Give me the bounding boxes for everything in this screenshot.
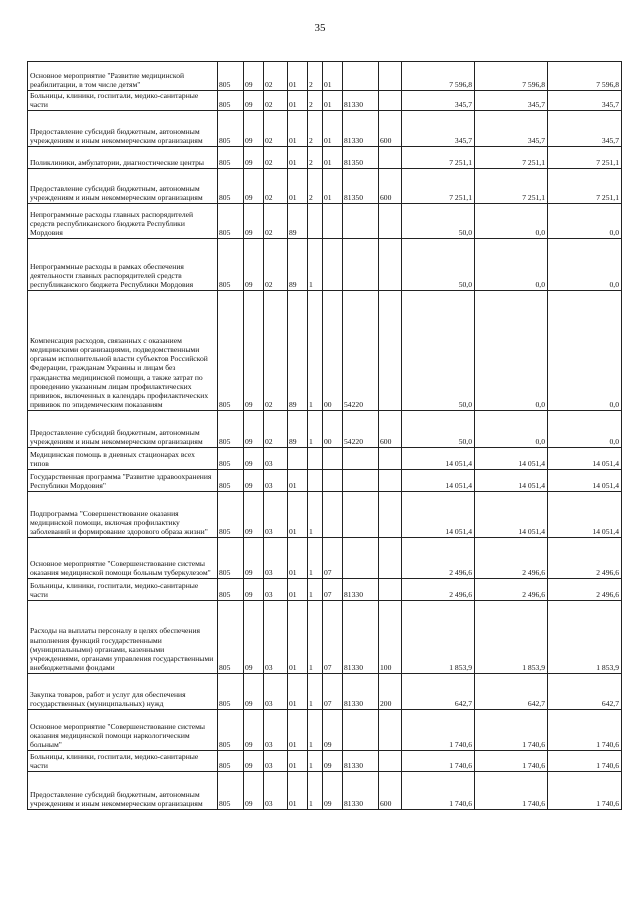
expense-type-code: 600: [379, 169, 402, 204]
ministry-code: 805: [218, 470, 244, 492]
table-row: [28, 751, 622, 772]
amount-year-1: 1 740,6: [402, 772, 475, 810]
direction-code: [343, 204, 379, 239]
subsection-code: 02: [264, 111, 288, 147]
table-row: [28, 91, 622, 111]
item-name: Закупка товаров, работ и услуг для обеспечения государственных (муниципальных) нужд: [28, 674, 218, 710]
subsection-code: 02: [264, 411, 288, 448]
amount-year-3: 2 496,6: [548, 579, 622, 601]
amount-year-3: 2 496,6: [548, 538, 622, 579]
amount-year-2: 2 496,6: [475, 538, 548, 579]
section-code: 09: [244, 674, 264, 710]
amount-year-1: 14 051,4: [402, 492, 475, 538]
subsection-code: 03: [264, 674, 288, 710]
item-name: Основное мероприятие "Совершенствование системы оказания медицинской помощи больным туберкулезом": [28, 538, 218, 579]
event-code: 01: [323, 62, 343, 91]
subprogram-code: 2: [308, 111, 323, 147]
ministry-code: 805: [218, 448, 244, 470]
event-code: 00: [323, 291, 343, 411]
amount-year-1: 1 740,6: [402, 710, 475, 751]
direction-code: 54220: [343, 291, 379, 411]
subsection-code: 03: [264, 492, 288, 538]
expense-type-code: 600: [379, 772, 402, 810]
item-name: Предоставление субсидий бюджетным, автономным учреждениям и иным некоммерческим организациям: [28, 169, 218, 204]
amount-year-3: 1 740,6: [548, 772, 622, 810]
amount-year-2: 0,0: [475, 239, 548, 291]
amount-year-2: 0,0: [475, 204, 548, 239]
event-code: 09: [323, 710, 343, 751]
direction-code: [343, 62, 379, 91]
event-code: 07: [323, 601, 343, 674]
event-code: 01: [323, 91, 343, 111]
amount-year-2: 1 740,6: [475, 772, 548, 810]
item-name: Предоставление субсидий бюджетным, автономным учреждениям и иным некоммерческим организациям: [28, 111, 218, 147]
program-code: 01: [288, 538, 308, 579]
expense-type-code: [379, 710, 402, 751]
ministry-code: 805: [218, 239, 244, 291]
expense-type-code: [379, 62, 402, 91]
section-code: 09: [244, 411, 264, 448]
program-code: 01: [288, 710, 308, 751]
amount-year-2: 14 051,4: [475, 470, 548, 492]
amount-year-1: 50,0: [402, 411, 475, 448]
subprogram-code: 1: [308, 601, 323, 674]
subsection-code: 03: [264, 538, 288, 579]
subsection-code: 02: [264, 291, 288, 411]
amount-year-2: 1 853,9: [475, 601, 548, 674]
ministry-code: 805: [218, 111, 244, 147]
event-code: 00: [323, 411, 343, 448]
amount-year-2: 345,7: [475, 91, 548, 111]
direction-code: 81330: [343, 772, 379, 810]
expense-type-code: [379, 204, 402, 239]
program-code: 01: [288, 147, 308, 169]
program-code: 01: [288, 601, 308, 674]
subprogram-code: 1: [308, 492, 323, 538]
program-code: 89: [288, 239, 308, 291]
expense-type-code: [379, 448, 402, 470]
subsection-code: 03: [264, 772, 288, 810]
subsection-code: 02: [264, 239, 288, 291]
ministry-code: 805: [218, 62, 244, 91]
amount-year-1: 14 051,4: [402, 448, 475, 470]
subprogram-code: 2: [308, 169, 323, 204]
amount-year-1: 50,0: [402, 291, 475, 411]
subsection-code: 02: [264, 91, 288, 111]
section-code: 09: [244, 601, 264, 674]
amount-year-1: 7 596,8: [402, 62, 475, 91]
ministry-code: 805: [218, 492, 244, 538]
amount-year-3: 1 740,6: [548, 751, 622, 772]
program-code: 01: [288, 772, 308, 810]
program-code: 89: [288, 204, 308, 239]
event-code: [323, 204, 343, 239]
item-name: Больницы, клиники, госпитали, медико-санитарные части: [28, 91, 218, 111]
expense-type-code: 100: [379, 601, 402, 674]
subprogram-code: 1: [308, 674, 323, 710]
section-code: 09: [244, 579, 264, 601]
direction-code: 81350: [343, 147, 379, 169]
amount-year-1: 7 251,1: [402, 147, 475, 169]
amount-year-3: 0,0: [548, 291, 622, 411]
direction-code: 81350: [343, 169, 379, 204]
amount-year-1: 2 496,6: [402, 579, 475, 601]
program-code: 01: [288, 111, 308, 147]
event-code: [323, 239, 343, 291]
amount-year-1: 345,7: [402, 111, 475, 147]
amount-year-2: 1 740,6: [475, 710, 548, 751]
amount-year-2: 7 596,8: [475, 62, 548, 91]
amount-year-1: 7 251,1: [402, 169, 475, 204]
section-code: 09: [244, 111, 264, 147]
subprogram-code: 2: [308, 91, 323, 111]
amount-year-3: 642,7: [548, 674, 622, 710]
table-row: [28, 492, 622, 538]
section-code: 09: [244, 772, 264, 810]
program-code: 01: [288, 169, 308, 204]
subsection-code: 03: [264, 601, 288, 674]
event-code: 01: [323, 169, 343, 204]
event-code: 09: [323, 772, 343, 810]
item-name: Расходы на выплаты персоналу в целях обеспечения выполнения функций государственными (муниципальными) органами, казенными учреждениями, органами управления государственными внебюджетными фондами: [28, 601, 218, 674]
subprogram-code: [308, 470, 323, 492]
amount-year-1: 642,7: [402, 674, 475, 710]
subprogram-code: 1: [308, 411, 323, 448]
section-code: 09: [244, 470, 264, 492]
table-row: [28, 111, 622, 147]
ministry-code: 805: [218, 204, 244, 239]
direction-code: 81330: [343, 111, 379, 147]
expense-type-code: [379, 538, 402, 579]
program-code: 89: [288, 291, 308, 411]
subprogram-code: 1: [308, 710, 323, 751]
subprogram-code: 2: [308, 62, 323, 91]
subprogram-code: 2: [308, 147, 323, 169]
section-code: 09: [244, 492, 264, 538]
subprogram-code: [308, 448, 323, 470]
subsection-code: 03: [264, 751, 288, 772]
ministry-code: 805: [218, 772, 244, 810]
amount-year-3: 7 251,1: [548, 169, 622, 204]
table-row: [28, 239, 622, 291]
section-code: 09: [244, 91, 264, 111]
program-code: 89: [288, 411, 308, 448]
event-code: [323, 470, 343, 492]
subsection-code: 02: [264, 147, 288, 169]
expense-type-code: [379, 751, 402, 772]
event-code: 07: [323, 579, 343, 601]
ministry-code: 805: [218, 147, 244, 169]
section-code: 09: [244, 204, 264, 239]
table-row: [28, 538, 622, 579]
section-code: 09: [244, 147, 264, 169]
direction-code: [343, 710, 379, 751]
table-row: [28, 601, 622, 674]
direction-code: [343, 239, 379, 291]
amount-year-1: 14 051,4: [402, 470, 475, 492]
item-name: Больницы, клиники, госпитали, медико-санитарные части: [28, 579, 218, 601]
expense-type-code: 600: [379, 411, 402, 448]
event-code: 01: [323, 111, 343, 147]
ministry-code: 805: [218, 710, 244, 751]
amount-year-3: 14 051,4: [548, 448, 622, 470]
section-code: 09: [244, 710, 264, 751]
direction-code: 81330: [343, 579, 379, 601]
item-name: Предоставление субсидий бюджетным, автономным учреждениям и иным некоммерческим организациям: [28, 772, 218, 810]
direction-code: 81330: [343, 674, 379, 710]
direction-code: [343, 448, 379, 470]
table-row: [28, 772, 622, 810]
amount-year-3: 1 740,6: [548, 710, 622, 751]
amount-year-3: 0,0: [548, 204, 622, 239]
amount-year-2: 0,0: [475, 411, 548, 448]
direction-code: 54220: [343, 411, 379, 448]
amount-year-2: 14 051,4: [475, 448, 548, 470]
subsection-code: 03: [264, 579, 288, 601]
program-code: 01: [288, 470, 308, 492]
amount-year-2: 642,7: [475, 674, 548, 710]
direction-code: 81330: [343, 91, 379, 111]
amount-year-3: 14 051,4: [548, 492, 622, 538]
program-code: 01: [288, 492, 308, 538]
table-row: [28, 710, 622, 751]
program-code: 01: [288, 62, 308, 91]
subsection-code: 02: [264, 62, 288, 91]
ministry-code: 805: [218, 169, 244, 204]
amount-year-1: 1 853,9: [402, 601, 475, 674]
table-row: [28, 204, 622, 239]
item-name: Непрограммные расходы в рамках обеспечения деятельности главных распорядителей средств республиканского бюджета Республики Мордовия: [28, 239, 218, 291]
subprogram-code: [308, 204, 323, 239]
item-name: Предоставление субсидий бюджетным, автономным учреждениям и иным некоммерческим организациям: [28, 411, 218, 448]
subsection-code: 03: [264, 470, 288, 492]
amount-year-1: 50,0: [402, 239, 475, 291]
event-code: [323, 492, 343, 538]
table-row: [28, 448, 622, 470]
direction-code: 81330: [343, 751, 379, 772]
amount-year-1: 1 740,6: [402, 751, 475, 772]
amount-year-2: 7 251,1: [475, 147, 548, 169]
item-name: Основное мероприятие "Совершенствование системы оказания медицинской помощи наркологическим больным": [28, 710, 218, 751]
event-code: 07: [323, 538, 343, 579]
subprogram-code: 1: [308, 772, 323, 810]
amount-year-2: 14 051,4: [475, 492, 548, 538]
amount-year-1: 50,0: [402, 204, 475, 239]
amount-year-3: 1 853,9: [548, 601, 622, 674]
event-code: 07: [323, 674, 343, 710]
expense-type-code: [379, 147, 402, 169]
table-row: [28, 674, 622, 710]
item-name: Государственная программа "Развитие здравоохранения Республики Мордовия": [28, 470, 218, 492]
ministry-code: 805: [218, 291, 244, 411]
program-code: 01: [288, 674, 308, 710]
expense-type-code: 200: [379, 674, 402, 710]
expense-type-code: [379, 470, 402, 492]
expense-type-code: [379, 492, 402, 538]
section-code: 09: [244, 291, 264, 411]
subsection-code: 02: [264, 169, 288, 204]
direction-code: [343, 538, 379, 579]
section-code: 09: [244, 538, 264, 579]
item-name: Медицинская помощь в дневных стационарах всех типов: [28, 448, 218, 470]
amount-year-3: 14 051,4: [548, 470, 622, 492]
item-name: Больницы, клиники, госпитали, медико-санитарные части: [28, 751, 218, 772]
section-code: 09: [244, 751, 264, 772]
item-name: Непрограммные расходы главных распорядителей средств республиканского бюджета Республики Мордовия: [28, 204, 218, 239]
direction-code: [343, 492, 379, 538]
item-name: Компенсация расходов, связанных с оказанием медицинскими организациями, подведомственными органам исполнительной власти субъектов Российской Федерации, гражданам Украины и лицам без гражданства медицинской помощи, а также затрат по проведению указанным лицам профилактических прививок, включенных в календарь профилактических прививок по эпидемическим показаниям: [28, 291, 218, 411]
table-row: [28, 169, 622, 204]
expense-type-code: [379, 239, 402, 291]
event-code: 09: [323, 751, 343, 772]
amount-year-2: 2 496,6: [475, 579, 548, 601]
direction-code: [343, 470, 379, 492]
item-name: Подпрограмма "Совершенствование оказания медицинской помощи, включая профилактику заболеваний и формирование здорового образа жизни": [28, 492, 218, 538]
amount-year-3: 345,7: [548, 111, 622, 147]
ministry-code: 805: [218, 674, 244, 710]
amount-year-3: 7 596,8: [548, 62, 622, 91]
section-code: 09: [244, 239, 264, 291]
event-code: [323, 448, 343, 470]
subprogram-code: 1: [308, 751, 323, 772]
ministry-code: 805: [218, 538, 244, 579]
amount-year-3: 0,0: [548, 411, 622, 448]
section-code: 09: [244, 169, 264, 204]
expense-type-code: 600: [379, 111, 402, 147]
section-code: 09: [244, 448, 264, 470]
amount-year-1: 345,7: [402, 91, 475, 111]
direction-code: 81330: [343, 601, 379, 674]
expense-type-code: [379, 91, 402, 111]
program-code: 01: [288, 579, 308, 601]
table-row: [28, 411, 622, 448]
subprogram-code: 1: [308, 291, 323, 411]
budget-table: [27, 61, 622, 810]
amount-year-2: 0,0: [475, 291, 548, 411]
subsection-code: 03: [264, 448, 288, 470]
program-code: 01: [288, 751, 308, 772]
table-row: [28, 147, 622, 169]
item-name: Основное мероприятие "Развитие медицинской реабилитации, в том числе детям": [28, 62, 218, 91]
program-code: [288, 448, 308, 470]
subprogram-code: 1: [308, 538, 323, 579]
amount-year-3: 7 251,1: [548, 147, 622, 169]
amount-year-2: 7 251,1: [475, 169, 548, 204]
expense-type-code: [379, 291, 402, 411]
event-code: 01: [323, 147, 343, 169]
table-row: [28, 470, 622, 492]
subsection-code: 02: [264, 204, 288, 239]
amount-year-1: 2 496,6: [402, 538, 475, 579]
ministry-code: 805: [218, 601, 244, 674]
ministry-code: 805: [218, 751, 244, 772]
subprogram-code: 1: [308, 239, 323, 291]
item-name: Поликлиники, амбулатории, диагностические центры: [28, 147, 218, 169]
page-number: 35: [314, 22, 326, 34]
expense-type-code: [379, 579, 402, 601]
section-code: 09: [244, 62, 264, 91]
table-row: [28, 291, 622, 411]
subsection-code: 03: [264, 710, 288, 751]
amount-year-3: 0,0: [548, 239, 622, 291]
amount-year-2: 345,7: [475, 111, 548, 147]
program-code: 01: [288, 91, 308, 111]
ministry-code: 805: [218, 579, 244, 601]
ministry-code: 805: [218, 411, 244, 448]
ministry-code: 805: [218, 91, 244, 111]
table-row: [28, 579, 622, 601]
amount-year-2: 1 740,6: [475, 751, 548, 772]
table-row: [28, 62, 622, 91]
amount-year-3: 345,7: [548, 91, 622, 111]
subprogram-code: 1: [308, 579, 323, 601]
